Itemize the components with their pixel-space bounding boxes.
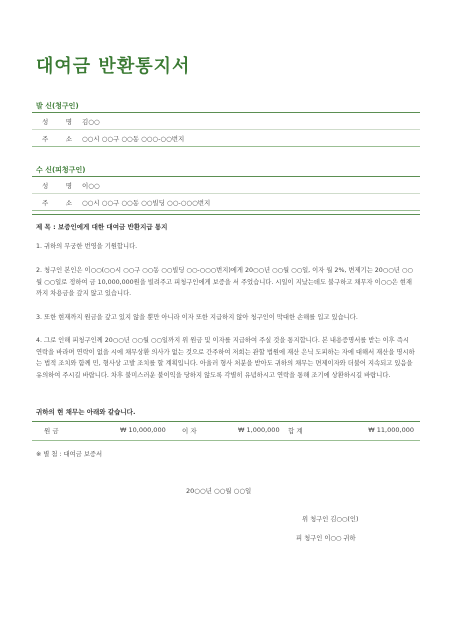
- debt-amount-table: [32, 421, 420, 441]
- receiver-address-label: 주 소: [42, 198, 72, 207]
- interest-value: ₩ 1,000,000: [238, 426, 280, 434]
- attachment-note: ※ 별 첨 : 대여금 보증서: [36, 451, 103, 458]
- total-label: 합 계: [288, 427, 303, 435]
- claimant-signature: 위 청구인 김○○(인): [302, 516, 359, 523]
- debt-summary-title: 귀하의 현 채무는 아래와 같습니다.: [36, 408, 136, 416]
- paragraph-3: 3. 또한 현재까지 원금을 갚고 있지 않을 뿐만 아니라 이자 또한 지급하지 않아 청구인이 막대한 손해를 입고 있습니다.: [36, 314, 358, 321]
- receiver-name-row: [32, 177, 420, 193]
- principal-value: ₩ 10,000,000: [120, 426, 166, 434]
- sender-name-value: 김○○: [82, 117, 100, 126]
- sender-address-label: 주 소: [42, 134, 72, 143]
- paragraph-4: 4. 그로 인해 피청구인께 20○○년 ○○월 ○○일까지 위 원금 및 이자를 지급하여 주실 것을 통지합니다. 본 내용증명서를 받는 이후 즉시 연락을 바라며 연락이 없을 시에 채무상환 의사가 없는 것으로 간주하여 저희는 관할 법원에 재산 은닉 도피하는 자에 대해서 재산을 명시하는 법적 조치와 함께 민, 형사상 고발 조치를 할 계획입니다. 아울러 형사 처분을 받아도 귀하의 채무는 면제이자와 더불어 지속되고 있음을 유의하여 주시길 바랍니다. 차후 불미스러운 불이익을 당하지 않도록 각별히 유념하시고 연락을 통해 조기에 상환하시길 바랍니다.: [36, 337, 415, 379]
- sender-address-row: [32, 129, 420, 146]
- paragraph-1: 1. 귀하의 무궁한 번영을 기원합니다.: [36, 243, 138, 250]
- receiver-section-label: 수 신(피청구인): [36, 166, 86, 174]
- receiver-address-value: ○○시 ○○구 ○○동 ○○빌딩 ○○-○○○번지: [82, 198, 211, 207]
- sender-info-box: [32, 112, 420, 147]
- paragraph-2: 2. 청구인 본인은 이○○(○○시 ○○구 ○○동 ○○빌딩 ○○-○○○번지)에게 20○○년 ○○월 ○○일, 이자 월 2%, 변제기는 20○○년 ○○월 ○○일로 정하여 금 10,000,000원을 빌려주고 피청구인에게 보증을 서 주었습니다. 시일이 지났는데도 불구하고 채무자 이○○은 현재까지 차용금을 갚지 않고 있습니다.: [36, 267, 413, 297]
- sender-address-value: ○○시 ○○구 ○○동 ○○○-○○번지: [82, 134, 185, 143]
- interest-label: 이 자: [182, 427, 197, 435]
- receiver-name-label: 성 명: [42, 181, 72, 190]
- receiver-address-row: [32, 193, 420, 210]
- subject-line: 제 목 : 보증인에게 대한 대여금 반환지급 통지: [36, 223, 168, 231]
- sender-name-row: [32, 113, 420, 129]
- principal-label: 원 금: [44, 427, 59, 435]
- sender-section-label: 발 신(청구인): [36, 102, 79, 110]
- document-date: 20○○년 ○○월 ○○일: [186, 487, 252, 495]
- document-title: 대여금 반환통지서: [36, 56, 191, 77]
- section-divider: [32, 214, 420, 215]
- receiver-name-value: 이○○: [82, 181, 100, 190]
- sender-name-label: 성 명: [42, 117, 72, 126]
- receiver-info-box: [32, 176, 420, 211]
- total-value: ₩ 11,000,000: [368, 426, 414, 434]
- respondent-addressee: 피 청구인 이○○ 귀하: [296, 535, 356, 542]
